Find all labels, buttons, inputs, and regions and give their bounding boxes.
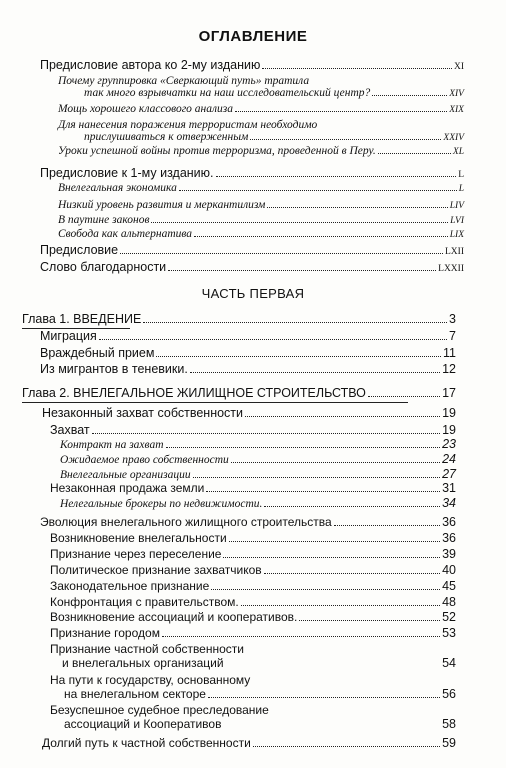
toc-leader (264, 505, 440, 507)
toc-entry-label: Из мигрантов в теневики. (40, 362, 188, 376)
toc-leader (156, 355, 441, 357)
toc-entry-page: 34 (442, 496, 456, 510)
toc-entry-label: Почему группировка «Сверкающий путь» тратила (58, 75, 310, 87)
toc-leader (264, 572, 440, 574)
toc-leader (193, 476, 441, 478)
toc-entry-page: XL (452, 147, 464, 157)
toc-entry-label: Мощь хорошего классового анализа (58, 103, 234, 115)
toc-entry[interactable] (40, 329, 456, 343)
toc-leader (211, 588, 440, 590)
toc-entry-page: 3 (449, 312, 456, 326)
toc-entry-label: Ожидаемое право собственности (60, 454, 229, 466)
toc-entry-label: Незаконная продажа земли (50, 481, 205, 495)
toc-entry-label: Долгий путь к частной собственности (42, 736, 251, 750)
toc-entry[interactable] (58, 119, 464, 143)
toc-entry-page: 12 (442, 362, 456, 376)
toc-leader (194, 235, 448, 237)
toc-entry-label: Признание через переселение (50, 547, 222, 561)
toc-entry[interactable] (50, 673, 456, 701)
toc-entry-label: Миграция (40, 329, 97, 343)
toc-entry-label-cont: прислушиваться к отверженным (84, 131, 249, 143)
toc-entry-page: 17 (442, 386, 456, 400)
toc-entry[interactable] (58, 103, 464, 115)
toc-entry-label: Политическое признание захватчиков (50, 563, 262, 577)
toc-entry-page: 39 (442, 547, 456, 561)
toc-entry[interactable] (58, 214, 464, 226)
toc-entry[interactable] (50, 703, 456, 731)
toc-entry-label: Возникновение ассоциаций и кооперативов. (50, 610, 298, 624)
toc-leader (334, 524, 440, 526)
toc-entry[interactable] (58, 228, 464, 240)
toc-leader (216, 175, 457, 177)
toc-leader (223, 726, 440, 728)
toc-entry-label: В паутине законов (58, 214, 150, 226)
toc-entry[interactable] (58, 75, 464, 99)
toc-entry-page: XI (453, 62, 464, 72)
toc-entry-label: Глава 2. ВНЕЛЕГАЛЬНОЕ ЖИЛИЩНОЕ СТРОИТЕЛЬСТВО (22, 386, 366, 400)
toc-entry-label: Предисловие автора ко 2-му изданию (40, 58, 261, 72)
toc-entry-label: Свобода как альтернатива (58, 228, 193, 240)
toc-entry-label: Эволюция внелегального жилищного строительства (40, 515, 332, 529)
toc-entry-page: XIX (449, 105, 464, 115)
toc-entry-label: Законодательное признание (50, 579, 210, 593)
toc-entry-page: 27 (442, 467, 456, 481)
toc-leader (151, 221, 448, 223)
toc-entry[interactable] (58, 145, 464, 157)
toc-entry[interactable] (50, 579, 456, 593)
toc-entry-label: Предисловие к 1-му изданию. (40, 166, 214, 180)
toc-entry[interactable] (50, 563, 456, 577)
toc-entry-page: 40 (442, 563, 456, 577)
chapter-underline (22, 402, 408, 403)
toc-entry-page: LVI (450, 216, 464, 226)
toc-entry-page: 58 (442, 717, 456, 731)
toc-entry-page: 19 (442, 406, 456, 420)
toc-entry[interactable] (40, 166, 464, 180)
part-title: ЧАСТЬ ПЕРВАЯ (201, 286, 305, 301)
toc-entry-page: XIV (449, 89, 464, 99)
toc-entry-page: 54 (442, 656, 456, 670)
toc-entry-label: Предисловие (40, 243, 119, 257)
toc-entry-label: Признание городом (50, 626, 160, 640)
toc-leader (245, 415, 440, 417)
toc-leader (372, 94, 447, 96)
toc-entry-label: Внелегальные организации (60, 469, 191, 481)
toc-entry-page: LXII (445, 247, 464, 257)
toc-leader (223, 556, 440, 558)
toc-entry[interactable] (40, 243, 464, 257)
toc-entry-label: Уроки успешной войны против терроризма, проведенной в Перу. (58, 145, 376, 157)
toc-entry[interactable] (60, 496, 456, 510)
toc-entry[interactable] (50, 626, 456, 640)
toc-entry-page: 11 (443, 346, 456, 360)
toc-entry-page: LIV (449, 201, 464, 211)
toc-leader (162, 635, 440, 637)
toc-entry-page: XXIV (443, 133, 464, 143)
toc-entry-label: Враждебный прием (40, 346, 155, 360)
toc-entry-page: LIX (449, 230, 464, 240)
toc-chapter[interactable] (22, 312, 456, 326)
toc-entry[interactable] (40, 58, 464, 72)
toc-entry-label: Незаконный захват собственности (42, 406, 244, 420)
toc-entry-label: Нелегальные брокеры по недвижимости. (60, 498, 263, 510)
toc-leader (241, 604, 440, 606)
toc-entry-page: 48 (442, 595, 456, 609)
toc-leader (229, 540, 440, 542)
toc-leader (99, 338, 447, 340)
toc-leader (231, 461, 440, 463)
toc-chapter[interactable] (22, 386, 456, 400)
toc-leader (208, 696, 440, 698)
toc-entry-page: LXXII (438, 264, 464, 274)
toc-entry-label: Внелегальная экономика (58, 182, 177, 194)
toc-leader (120, 252, 443, 254)
toc-leader (299, 619, 440, 621)
toc-entry-label: Захват (50, 423, 90, 437)
toc-entry-page: 7 (449, 329, 456, 343)
toc-entry[interactable] (40, 260, 464, 274)
toc-entry[interactable] (50, 531, 456, 545)
toc-entry[interactable] (60, 437, 456, 451)
toc-title: ОГЛАВЛЕНИЕ (198, 28, 308, 45)
toc-leader (190, 371, 440, 373)
toc-leader (143, 321, 447, 323)
toc-leader (226, 665, 441, 667)
toc-entry-page: 36 (442, 515, 456, 529)
toc-leader (262, 67, 452, 69)
toc-leader (166, 446, 441, 448)
toc-entry-page: 52 (442, 610, 456, 624)
toc-entry-page: 59 (442, 736, 456, 750)
toc-leader (92, 432, 440, 434)
toc-leader (253, 745, 440, 747)
toc-entry-label: Низкий уровень развития и меркантилизм (58, 199, 266, 211)
toc-entry-page: 56 (442, 687, 456, 701)
toc-entry[interactable] (60, 467, 456, 481)
toc-entry[interactable] (42, 736, 456, 750)
toc-entry-page: 36 (442, 531, 456, 545)
toc-entry[interactable] (60, 452, 456, 466)
toc-entry-label: Контракт на захват (60, 439, 164, 451)
toc-leader (378, 152, 451, 154)
toc-entry-page: 19 (442, 423, 456, 437)
toc-entry-label: Для нанесения поражения террористам необходимо (58, 119, 318, 131)
toc-entry[interactable] (50, 595, 456, 609)
toc-leader (267, 206, 447, 208)
toc-entry-label: Признание частной собственности (50, 642, 244, 656)
toc-entry[interactable] (40, 362, 456, 376)
toc-entry-label: Возникновение внелегальности (50, 531, 227, 545)
toc-entry[interactable] (50, 642, 456, 670)
toc-entry-page: 53 (442, 626, 456, 640)
toc-leader (206, 490, 440, 492)
toc-entry[interactable] (58, 182, 464, 194)
toc-entry[interactable] (58, 199, 464, 211)
toc-entry-label: Слово благодарности (40, 260, 167, 274)
toc-entry-page: 23 (442, 437, 456, 451)
toc-entry[interactable] (40, 346, 456, 360)
toc-leader (250, 138, 441, 140)
toc-entry[interactable] (42, 406, 456, 420)
toc-entry-label-cont: на внелегальном секторе (64, 687, 206, 701)
toc-entry-label-cont: так много взрывчатки на наш исследовательский центр? (84, 87, 371, 99)
toc-entry[interactable] (50, 547, 456, 561)
toc-entry-page: 31 (442, 481, 456, 495)
toc-entry[interactable] (50, 423, 456, 437)
toc-entry-label: Безуспешное судебное преследование (50, 703, 269, 717)
toc-leader (168, 269, 436, 271)
toc-entry-label: Конфронтация с правительством. (50, 595, 239, 609)
toc-leader (179, 189, 457, 191)
toc-entry[interactable] (50, 610, 456, 624)
toc-entry[interactable] (40, 515, 456, 529)
toc-entry-page: 45 (442, 579, 456, 593)
toc-leader (368, 395, 440, 397)
toc-entry-page: L (458, 170, 464, 180)
toc-entry-label: На пути к государству, основанному (50, 673, 251, 687)
toc-leader (235, 110, 447, 112)
toc-entry-label-cont: и внелегальных организаций (62, 656, 224, 670)
toc-entry-label-cont: ассоциаций и Кооперативов (64, 717, 222, 731)
toc-entry-page: 24 (442, 452, 456, 466)
toc-entry-label: Глава 1. ВВЕДЕНИЕ (22, 312, 142, 326)
toc-entry[interactable] (50, 481, 456, 495)
toc-entry-page: L (458, 184, 464, 194)
